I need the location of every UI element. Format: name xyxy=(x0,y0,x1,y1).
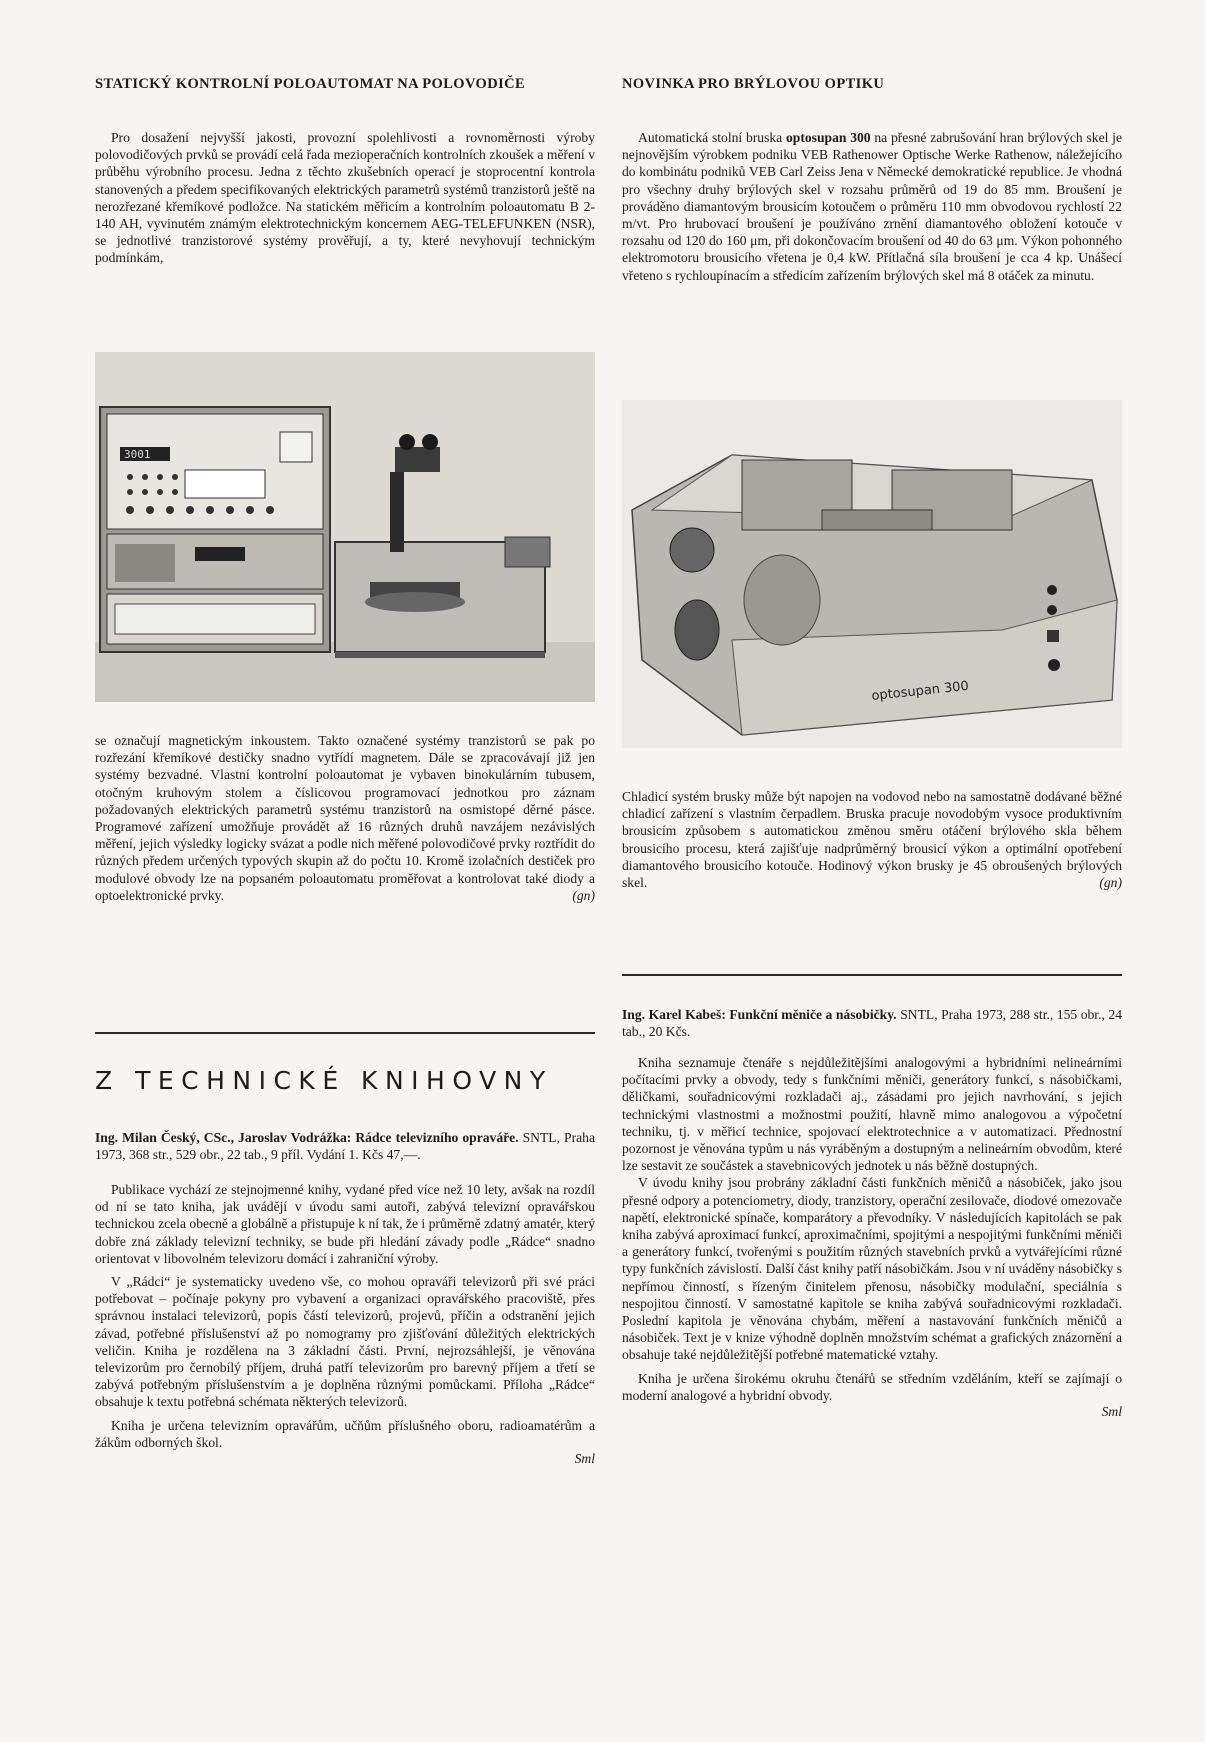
book-title: Ing. Milan Český, CSc., Jaroslav Vodrážka: Rádce televizního opraváře. xyxy=(95,1130,519,1145)
review-paragraph: V úvodu knihy jsou probrány základní části funkčních měničů a násobiček, jako jsou přesné odpory a potenciometry, diody, tranzistory, operační zesilovače, diodové omezovače napětí, elektronické spínače, komparátory a převodníky. V následujících kapitolách se pak kniha zabývá aproximací funkcí, aproximačními, spojitými a nespojitými funkčními měniči a generátory funkcí, tvořenými s použitím různých stavebních prvků a vytvářejícími různé typy funkčních závislostí. Další část knihy patří násobičkám. Jsou v ní uváděny násobičky s nepřímou činností, s řízeným činitelem přenosu, násobičky modulační, speciálnía s nespojitou činností. V samostatné kapitole se kniha zabývá souřadnicovými rozkladači. Poslední kapitola je věnována chybám, měření a nastavování funkčních měničů a násobiček. Text je v knize výhodně doplněn množstvím schémat a grafických znázornění a obsahuje také nejdůležitější potřebné matematické vztahy. xyxy=(622,1175,1122,1363)
semiconductor-tester-illustration xyxy=(95,352,595,702)
article-text: Chladicí systém brusky může být napojen na vodovod nebo na samostatně dodávané běžné chladicí zařízení s vlastním čerpadlem. Bruska pracuje novodobým vysoce produktivním brousicím způsobem s automatickou změnou směru otáčení brýlového skla během brousicího procesu, která zajišťuje nadprůměrný brousicí výkon a optimální opotřebení diamantového brousicího kotouče. Hodinový výkon brusky je 45 obroušených brýlových skel. xyxy=(622,789,1122,891)
book-details: SNTL, Praha 1973, 368 str., 529 obr., 22 tab., 9 příl. Vydání 1. Kčs 47,—. xyxy=(95,1130,595,1162)
product-name: optosupan 300 xyxy=(785,130,871,145)
book-details: SNTL, Praha 1973, 288 str., 155 obr., 24 tab., 20 Kčs. xyxy=(622,1007,1122,1039)
book-title: Ing. Karel Kabeš: Funkční měniče a násobičky. xyxy=(622,1007,897,1022)
review-paragraph: Kniha je určena televizním opravářům, učňům příslušného oboru, radioamatérům a žákům odborných škol. xyxy=(95,1417,595,1450)
counter-display: 3001 xyxy=(124,448,151,461)
article-title: NOVINKA PRO BRÝLOVOU OPTIKU xyxy=(622,76,885,92)
article-text: na přesné zabrušování hran brýlových skel je nejnovějším výrobkem podniku VEB Rathenower Optische Werke Rathenow, náležejícího do kombinátu podniků VEB Carl Zeiss Jena v Německé demokratické republice. Je vhodná pro všechny druhy brýlových skel v rozsahu průměrů od 19 do 85 mm. Broušení je prováděno diamantovým brousicím kotoučem o průměru 110 mm obvodovou rychlostí 22 m/vt. Pro hrubovací broušení je používáno zrnění diamantového obložení kotouče v rozsahu od 120 do 160 μm, při dokončovacím broušení od 40 do 63 μm. Výkon pohonného elektromotoru brousicího vřetena je 0,4 kW. Přítlačná síla broušení je cca 4 kp. Unášecí vřeteno s rychloupínacím a středicím zařízením brýlových skel má 8 otáček za minutu. xyxy=(622,130,1122,283)
article-optics xyxy=(622,76,1122,284)
article-text: se označují magnetickým inkoustem. Takto označené systémy tranzistorů se pak po rozřezání křemíkové destičky snadno vytřídí magnetem. Dále se zpracovávají již jen systémy bezvadné. Vlastní kontrolní poloautomat je vybaven binokulárním tubusem, otočným kruhovým stolem a číslicovou programovací jednotkou pro záznam požadovaných elektrických parametrů systému tranzistorů na osmistopé děrné pásce. Programové zařízení umožňuje provádět až 16 různých druhů navzájem nezávislých měření, jejich výsledky logicky svázat a podle nich měřené polovodičové prvky roztřídit do různých předem určených typových skupin až do počtu 10. Kromě izolačních destiček pro modulové obvody lze na popsaném poloautomatu proměřovat a kontrolovat také diody a optoelektronické prvky. xyxy=(95,733,595,903)
article-paragraph xyxy=(95,732,595,904)
article-signature: (gn) xyxy=(572,887,595,903)
semiconductor-tester-photo xyxy=(95,352,595,702)
product-label: optosupan 300 xyxy=(870,678,970,704)
optosupan-grinder-photo xyxy=(622,400,1122,748)
article-signature: (gn) xyxy=(1099,875,1122,891)
article-paragraph: Pro dosažení nejvyšší jakosti, provozní spolehlivosti a rovnoměrnosti výroby polovodičových prvků se provádí celá řada mezioperačních kontrolních zkoušek a měření v průběhu výrobního procesu. Jedna z těchto zkušebních operací je stoprocentní kontrola stanovených a předem specifikovaných elektrických parametrů systémů tranzistorů ještě na nerozřezané křemíkové podložce. Na statickém měřicím a kontrolním poloautomatu B 2-140 AH, vyvinutém známým elektrotechnickým koncernem AEG-TELEFUNKEN (NSR), se jednotlivé tranzistorové systémy prověřují, a ty, které nevyhovují technickým podmínkám, xyxy=(95,130,595,266)
book-citation xyxy=(95,1129,595,1163)
book-review-tv-repair xyxy=(95,1129,595,1467)
section-divider xyxy=(95,1032,595,1034)
book-citation xyxy=(622,1006,1122,1040)
article-text: Automatická stolní bruska xyxy=(638,130,786,145)
section-divider xyxy=(622,974,1122,976)
review-paragraph: Publikace vychází ze stejnojmenné knihy, vydané před více než 10 lety, avšak na rozdíl od ní se tato kniha, jak uvádějí v úvodu sami autoři, zabývá televizní opravářskou technickou zcela obecně a globálně a přistupuje k ní tak, že i průměrně zdatný amatér, který dobře zná základy televizní techniky, se bude při hledání závady podle „Rádce“ snadno orientovat v libovolném televizoru domácí i zahraniční výroby. xyxy=(95,1182,595,1266)
article-optics-continued xyxy=(622,788,1122,891)
review-paragraph: Kniha je určena širokému okruhu čtenářů se středním vzděláním, kteří se zajímají o moderní analogové a hybridní obvody. xyxy=(622,1370,1122,1403)
article-semiconductor xyxy=(95,76,595,267)
optosupan-grinder-illustration xyxy=(622,400,1122,748)
section-title: Z TECHNICKÉ KNIHOVNY xyxy=(95,1066,553,1095)
article-title: STATICKÝ KONTROLNÍ POLOAUTOMAT NA POLOVODIČE xyxy=(95,76,526,92)
article-paragraph xyxy=(622,788,1122,891)
book-review-function-converters xyxy=(622,1006,1122,1420)
article-semiconductor-continued xyxy=(95,732,595,904)
review-paragraph: Kniha seznamuje čtenáře s nejdůležitějšími analogovými a hybridními nelineárními počítacími prvky a obvody, tedy s funkčními měniči, generátory funkcí, s násobičkami, děličkami, souřadnicovými rozkladači aj., zásadami pro jejich navrhování, s jejich technickými vlastnostmi a možnostmi použití, hlavně mimo analogovou a výpočetní techniku, tj. v měřicí technice, spojovací elektrotechnice a v automatizaci. Přednostní pozornost je věnována typům u nás vyráběným a dostupným a nelineárním obvodům, které lze sestavit ze součástek a stavebnicových jednotek u nás běžně dostupných. xyxy=(622,1055,1122,1174)
review-signature: Sml xyxy=(574,1451,595,1467)
article-paragraph xyxy=(622,129,1122,284)
review-paragraph: V „Rádci“ je systematicky uvedeno vše, co mohou opraváři televizorů při své práci potřebovat – počínaje pokyny pro vybavení a organizaci opravářského pracoviště, přes správnou instalaci televizorů, popis částí televizorů, projevů, příčin a odstranění jejich závad, potřebné příslušenství až po nomogramy pro zjišťování důležitých elektrických veličin. Kniha je rozdělena na 3 základní části. První, nejrozsáhlejší, je věnována televizorům pro černobílý příjem, druhá patří televizorům pro barevný příjem a třetí se zabývá potřebným příslušenstvím a je doplněna různými pomůckami. Příloha „Rádce“ obsahuje k textu potřebná schémata některých televizorů. xyxy=(95,1274,595,1410)
review-signature: Sml xyxy=(1101,1404,1122,1420)
